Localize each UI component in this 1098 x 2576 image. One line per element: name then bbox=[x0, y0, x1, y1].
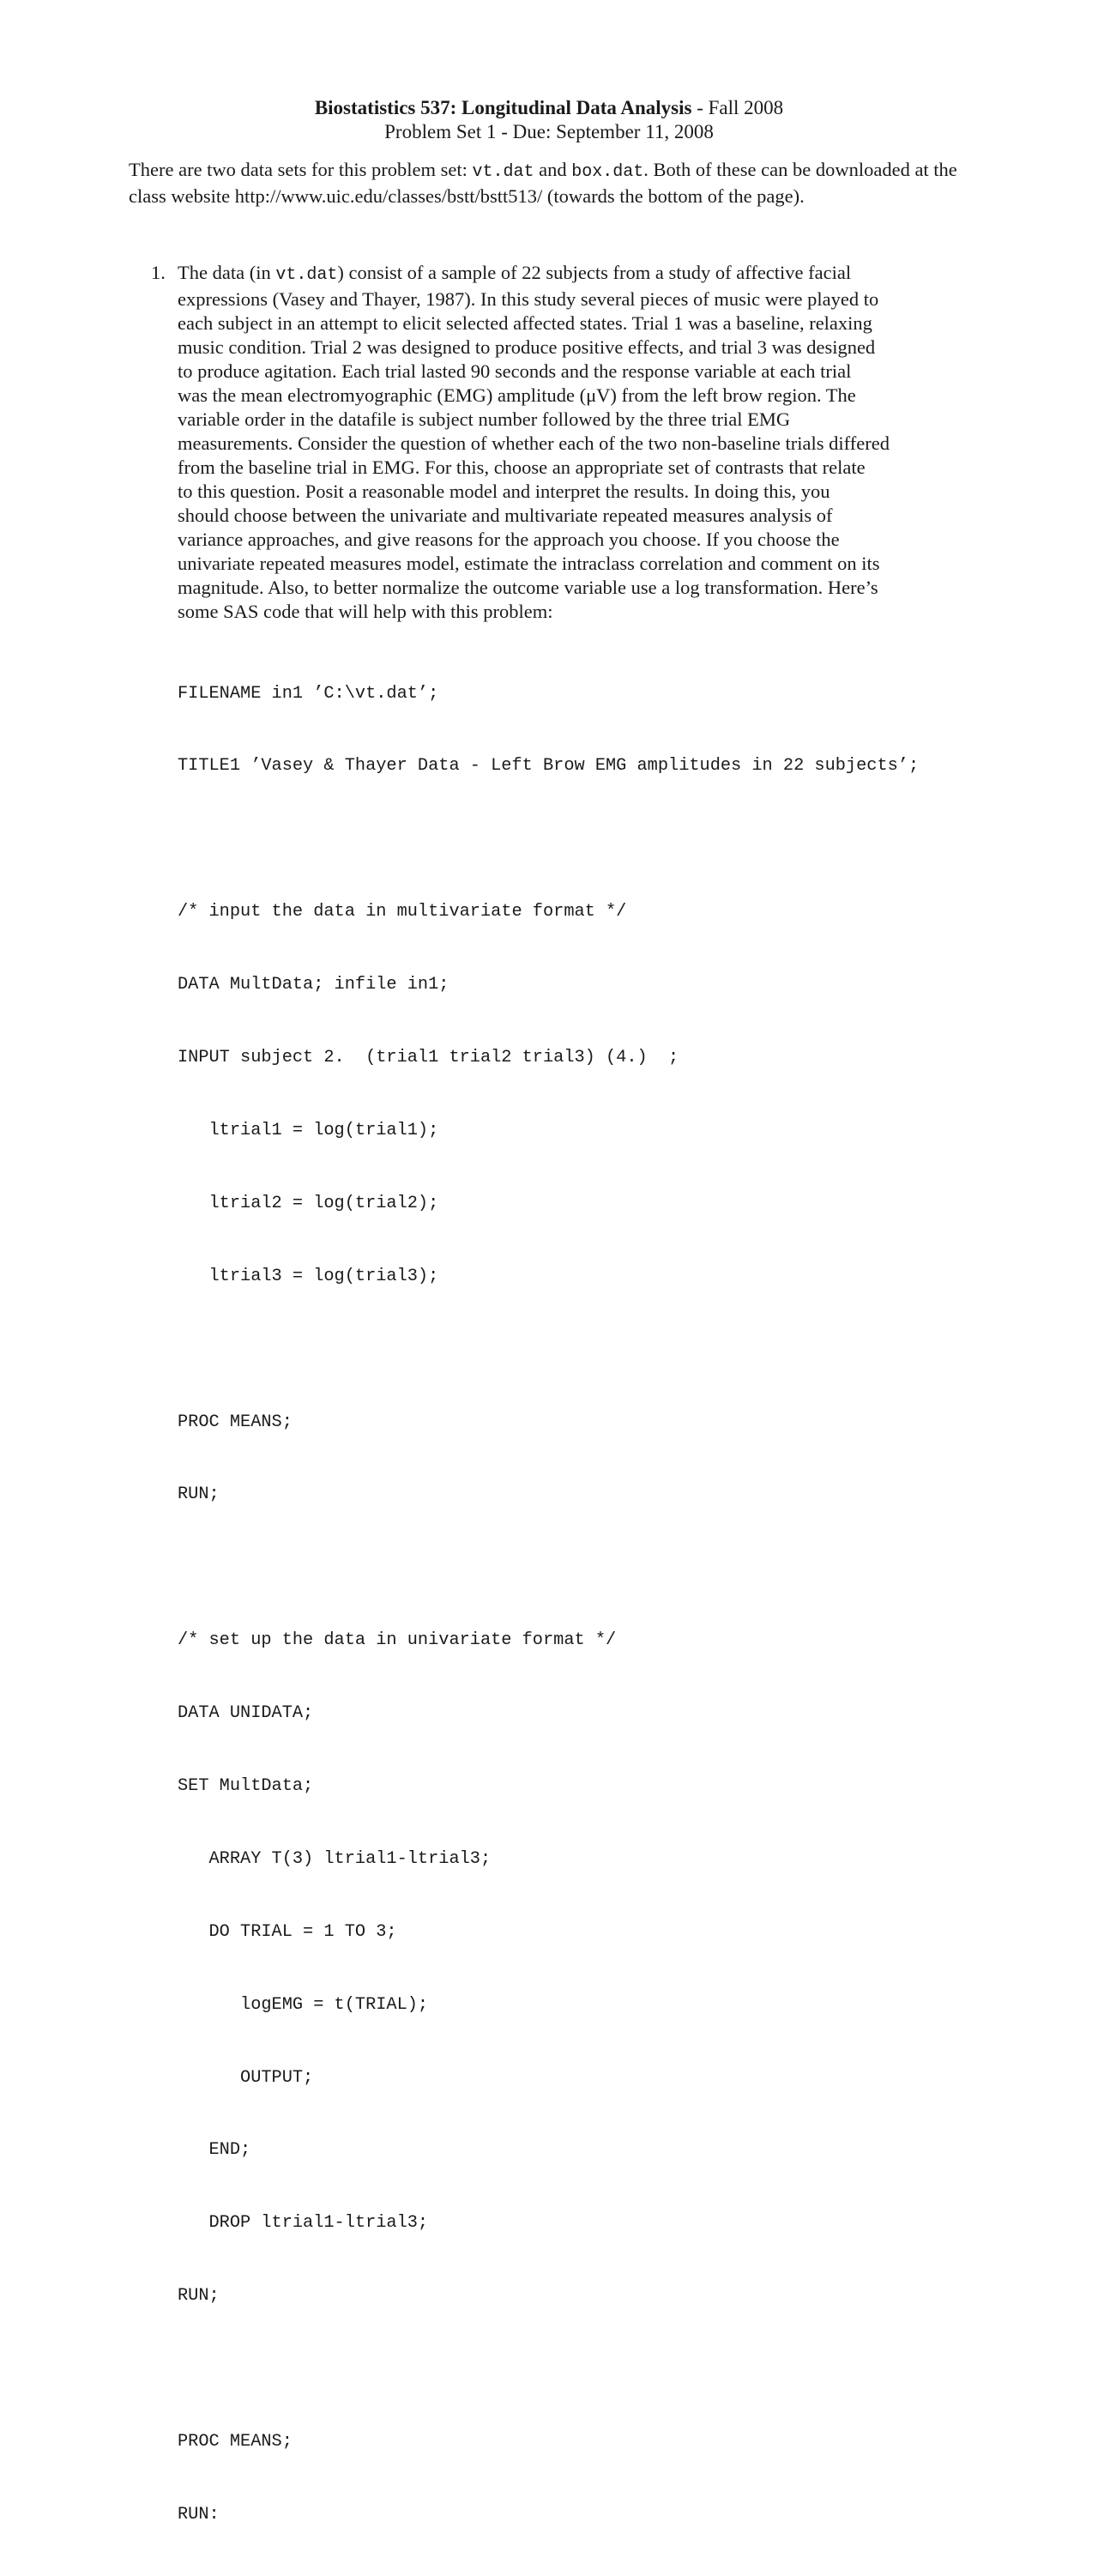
course-title-line bbox=[0, 96, 1098, 120]
problem-line: should choose between the univariate and multivariate repeated measures analysis of bbox=[178, 505, 833, 526]
code-line: ARRAY T(3) ltrial1-ltrial3; bbox=[178, 1848, 492, 1869]
code-line: /* set up the data in univariate format */ bbox=[178, 1630, 617, 1651]
problem-line: measurements. Consider the question of whether each of the two non-baseline trials differed bbox=[178, 432, 890, 454]
problem-number: 1. bbox=[151, 262, 166, 283]
code-line: FILENAME in1 ’C:\vt.dat’; bbox=[178, 683, 439, 704]
code-line: DATA UNIDATA; bbox=[178, 1703, 314, 1724]
problem-line: to this question. Posit a reasonable model and interpret the results. In doing this, you bbox=[178, 481, 830, 502]
code-line: END; bbox=[178, 2140, 251, 2161]
problem-line: univariate repeated measures model, estimate the intraclass correlation and comment on its bbox=[178, 553, 880, 574]
code-line bbox=[178, 827, 919, 851]
code-line bbox=[178, 2357, 919, 2381]
file-name-vt: vt.dat bbox=[472, 162, 534, 182]
problem-line: each subject in an attempt to elicit selected affected states. Trial 1 was a baseline, relaxing bbox=[178, 312, 872, 334]
intro-paragraph: There are two data sets for this problem set: vt.dat and box.dat. Both of these can be downloaded at the class website http://www.uic.edu/classes/bstt/bstt513/ (towards the bottom of the page). bbox=[129, 159, 957, 207]
code-line bbox=[178, 1338, 919, 1362]
code-line: OUTPUT; bbox=[178, 2067, 314, 2088]
code-line: DO TRIAL = 1 TO 3; bbox=[178, 1921, 397, 1942]
problem-line: variance approaches, and give reasons for the approach you choose. If you choose the bbox=[178, 529, 840, 550]
problem-line: magnitude. Also, to better normalize the outcome variable use a log transformation. Here’s bbox=[178, 577, 878, 598]
file-name-vt: vt.dat bbox=[275, 265, 338, 285]
problem-line: expressions (Vasey and Thayer, 1987). In this study several pieces of music were played to bbox=[178, 288, 879, 310]
code-line: ltrial3 = log(trial3); bbox=[178, 1266, 439, 1286]
code-line: SET MultData; bbox=[178, 1775, 314, 1796]
file-name-box: box.dat bbox=[571, 162, 644, 182]
problem-line: some SAS code that will help with this problem: bbox=[178, 601, 553, 622]
code-line: /* input the data in multivariate format */ bbox=[178, 902, 627, 922]
code-line: ltrial1 = log(trial1); bbox=[178, 1120, 439, 1140]
code-line bbox=[178, 1556, 919, 1580]
document-header bbox=[0, 96, 1098, 144]
code-line: DATA MultData; infile in1; bbox=[178, 975, 449, 995]
code-line: PROC MEANS; bbox=[178, 2431, 293, 2452]
problem-line: variable order in the datafile is subject number followed by the three trial EMG bbox=[178, 408, 791, 430]
problem-line: music condition. Trial 2 was designed to produce positive effects, and trial 3 was designed bbox=[178, 336, 876, 358]
problem-line: The data (in vt.dat) consist of a sample of 22 subjects from a study of affective facial bbox=[178, 262, 852, 285]
code-line: RUN: bbox=[178, 2504, 220, 2525]
code-line: INPUT subject 2. (trial1 trial2 trial3) (4.) ; bbox=[178, 1048, 679, 1068]
problem-1 bbox=[129, 261, 969, 624]
course-term: - Fall 2008 bbox=[691, 97, 784, 118]
code-line: DROP ltrial1-ltrial3; bbox=[178, 2213, 429, 2234]
problem-1-text bbox=[178, 261, 969, 624]
sas-code-block bbox=[178, 633, 919, 2576]
code-line: RUN; bbox=[178, 2286, 220, 2307]
problem-line: was the mean electromyographic (EMG) amplitude (μV) from the left brow region. The bbox=[178, 384, 856, 406]
code-line: logEMG = t(TRIAL); bbox=[178, 1994, 429, 2015]
code-line: TITLE1 ’Vasey & Thayer Data - Left Brow EMG amplitudes in 22 subjects’; bbox=[178, 756, 920, 777]
code-line: PROC MEANS; bbox=[178, 1412, 293, 1432]
problem-set-subtitle: Problem Set 1 - Due: September 11, 2008 bbox=[384, 121, 714, 142]
code-line: RUN; bbox=[178, 1485, 220, 1505]
course-title: Biostatistics 537: Longitudinal Data Analysis bbox=[314, 97, 692, 118]
problem-line: from the baseline trial in EMG. For this, choose an appropriate set of contrasts that relate bbox=[178, 457, 866, 478]
code-line: ltrial2 = log(trial2); bbox=[178, 1193, 439, 1213]
problem-line: to produce agitation. Each trial lasted 90 seconds and the response variable at each trial bbox=[178, 360, 852, 382]
